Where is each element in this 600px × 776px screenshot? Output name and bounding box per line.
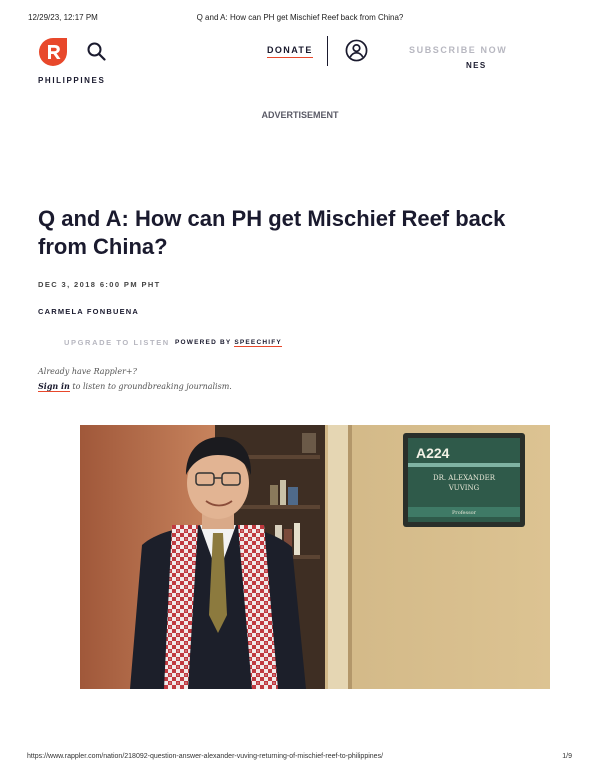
print-datetime: 12/29/23, 12:17 PM: [28, 13, 98, 22]
signin-rest-text: to listen to groundbreaking journalism.: [69, 382, 232, 391]
overlapped-subtitle-fragment: NES: [466, 61, 487, 70]
plaque-title: Professor: [451, 510, 477, 516]
sign-in-link[interactable]: Sign in: [38, 381, 70, 391]
advertisement-label: ADVERTISEMENT: [261, 110, 339, 120]
subscribe-button[interactable]: SUBSCRIBE NOW: [409, 45, 508, 55]
article-headline: Q and A: How can PH get Mischief Reef back from China?: [38, 206, 506, 259]
plaque-name-line2: VUVING: [448, 484, 480, 492]
paywall-already-text: Already have Rappler+?: [38, 367, 137, 376]
article-author[interactable]: CARMELA FONBUENA: [38, 307, 140, 316]
plaque-name-line1: DR. ALEXANDER: [432, 474, 496, 482]
nav-divider: [327, 36, 328, 66]
print-page-number: 1/9: [562, 753, 572, 760]
paywall-signin-line: [38, 381, 232, 391]
plaque-room-number: A224: [416, 445, 450, 461]
rappler-logo-icon[interactable]: [38, 37, 68, 67]
logo-subtitle: PHILIPPINES: [38, 76, 106, 85]
speechify-link[interactable]: SPEECHIFY: [234, 339, 282, 346]
upgrade-to-listen-button[interactable]: UPGRADE TO LISTEN: [64, 338, 170, 347]
powered-by-speechify: [175, 339, 282, 346]
print-page-title: Q and A: How can PH get Mischief Reef back from China?: [196, 13, 404, 22]
powered-by-label: POWERED BY: [175, 339, 232, 346]
print-url: https://www.rappler.com/nation/218092-question-answer-alexander-vuving-returning-of-mischief-reef-to-philippines/: [27, 753, 384, 760]
search-icon[interactable]: [86, 41, 106, 61]
article-dateline: DEC 3, 2018 6:00 PM PHT: [38, 280, 161, 289]
user-icon[interactable]: [345, 39, 368, 62]
article-photo: [80, 425, 550, 689]
donate-button[interactable]: DONATE: [267, 45, 313, 58]
